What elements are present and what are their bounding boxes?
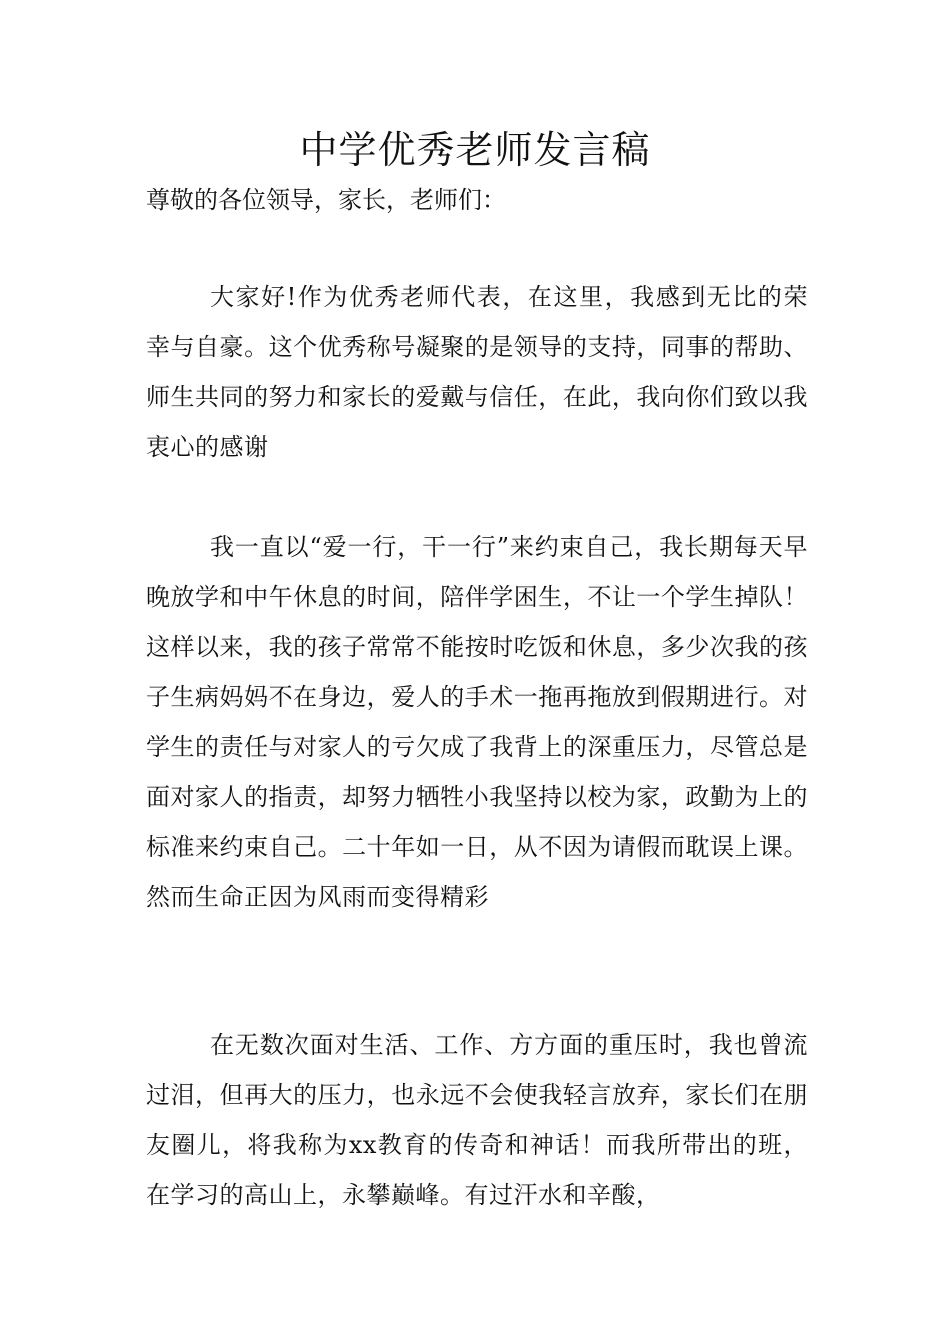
paragraph-1: 大家好!作为优秀老师代表，在这里，我感到无比的荣幸与自豪。这个优秀称号凝聚的是领导的支持，同事的帮助、师生共同的努力和家长的爱戴与信任，在此，我向你们致以我衷心的感谢	[146, 283, 808, 461]
paragraph-2: 我一直以“爱一行，干一行”来约束自己，我长期每天早晚放学和中午休息的时间，陪伴学困生，不让一个学生掉队！这样以来，我的孩子常常不能按时吃饭和休息，多少次我的孩子生病妈妈不在身边，爱人的手术一拖再拖放到假期进行。对学生的责任与对家人的亏欠成了我背上的深重压力，尽管总是面对家人的指责，却努力牺牲小我坚持以校为家，政勤为上的标准来约束自己。二十年如一日，从不因为请假而耽误上课。然而生命正因为风雨而变得精彩	[146, 533, 808, 911]
paragraph-3: 在无数次面对生活、工作、方方面的重压时，我也曾流过泪，但再大的压力，也永远不会使我轻言放弃，家长们在朋友圈儿，将我称为xx教育的传奇和神话！而我所带出的班，在学习的高山上，永攀巅峰。有过汗水和辛酸，	[146, 1031, 808, 1209]
salutation: 尊敬的各位领导，家长，老师们：	[146, 186, 506, 214]
document-title: 中学优秀老师发言稿	[299, 128, 651, 172]
